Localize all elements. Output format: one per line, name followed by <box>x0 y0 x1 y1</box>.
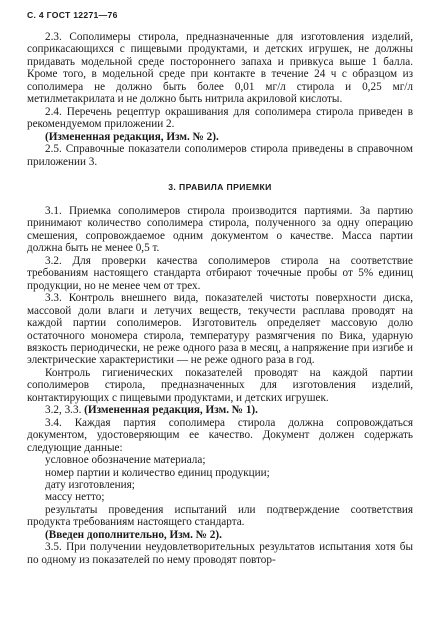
clause-3-4-results: результаты проведения испытаний или подтверждение соответствия продукта требованиям настоящего стандарта. <box>27 503 413 529</box>
clause-3-3: 3.3. Контроль внешнего вида, показателей чистоты поверхности диска, массовой доли влаги и летучих веществ, текучести расплава проводят на каждой партии сополимеров. Изготовитель определяет массовую долю остаточного мономера стирола, температуру размягчения по Вика, ударную вязкость периодически, не реже одного раза в месяц, а напряжение при изгибе и электрические характеристики — не реже одного раза в год. <box>27 292 413 367</box>
clause-3-4: 3.4. Каждая партия сополимера стирола должна сопровождаться документом, удостоверяющим ее качество. Документ должен содержать следующие данные: <box>27 416 413 454</box>
amendment-note-clause-numbers: 3.2, 3.3. <box>45 404 82 417</box>
list-item: условное обозначение материала; <box>45 454 206 467</box>
list-item: массу нетто; <box>45 491 105 504</box>
clause-2-4: 2.4. Перечень рецептур окрашивания для сополимера стирола приведен в рекомендуемом приложении 2. <box>27 105 413 131</box>
page-header: С. 4 ГОСТ 12271—76 <box>27 10 118 20</box>
clause-3-1: 3.1. Приемка сополимеров стирола производится партиями. За партию принимают количество сополимера стирола, полученного за одну операцию смешения, сопровождаемое одним документом о качестве. Масса партии должна быть не менее 0,5 т. <box>27 204 413 255</box>
clause-2-3: 2.3. Сополимеры стирола, предназначенные для изготовления изделий, соприкасающихся с пищевыми продуктами, и детских игрушек, не должны придавать модельной среде постороннего запаха и привкуса выше 1 балла. Кроме того, в модельной среде при контакте в течение 24 ч с образцом из сополимера не должно быть более 0,01 мг/л стирола и 0,25 мг/л метилметакрилата и не должно быть нитрила акриловой кислоты. <box>27 31 413 106</box>
amendment-note-3-2-3-3 <box>27 404 413 416</box>
amendment-note-3-4: (Введен дополнительно, Изм. № 2). <box>45 528 222 541</box>
amendment-note-text: (Измененная редакция, Изм. № 1). <box>84 404 258 417</box>
amendment-note-2-4: (Измененная редакция, Изм. № 2). <box>45 130 219 143</box>
clause-3-5: 3.5. При получении неудовлетворительных результатов испытания хотя бы по одному из показателей по нему проводят повтор- <box>27 541 413 566</box>
clause-3-3-hygiene: Контроль гигиенических показателей проводят на каждой партии сополимеров стирола, предназначенных для изготовления изделий, контактирующих с пищевыми продуктами, и детских игрушек. <box>27 366 413 404</box>
list-item: номер партии и количество единиц продукции; <box>45 466 270 479</box>
clause-2-5: 2.5. Справочные показатели сополимеров стирола приведены в справочном приложении 3. <box>27 143 413 168</box>
clause-3-2: 3.2. Для проверки качества сополимеров стирола на соответствие требованиям настоящего стандарта отбирают точечные пробы от 5% единиц продукции, но не менее чем от трех. <box>27 254 413 292</box>
list-item: дату изготовления; <box>45 478 135 491</box>
section-title-acceptance-rules: 3. ПРАВИЛА ПРИЕМКИ <box>168 181 272 192</box>
